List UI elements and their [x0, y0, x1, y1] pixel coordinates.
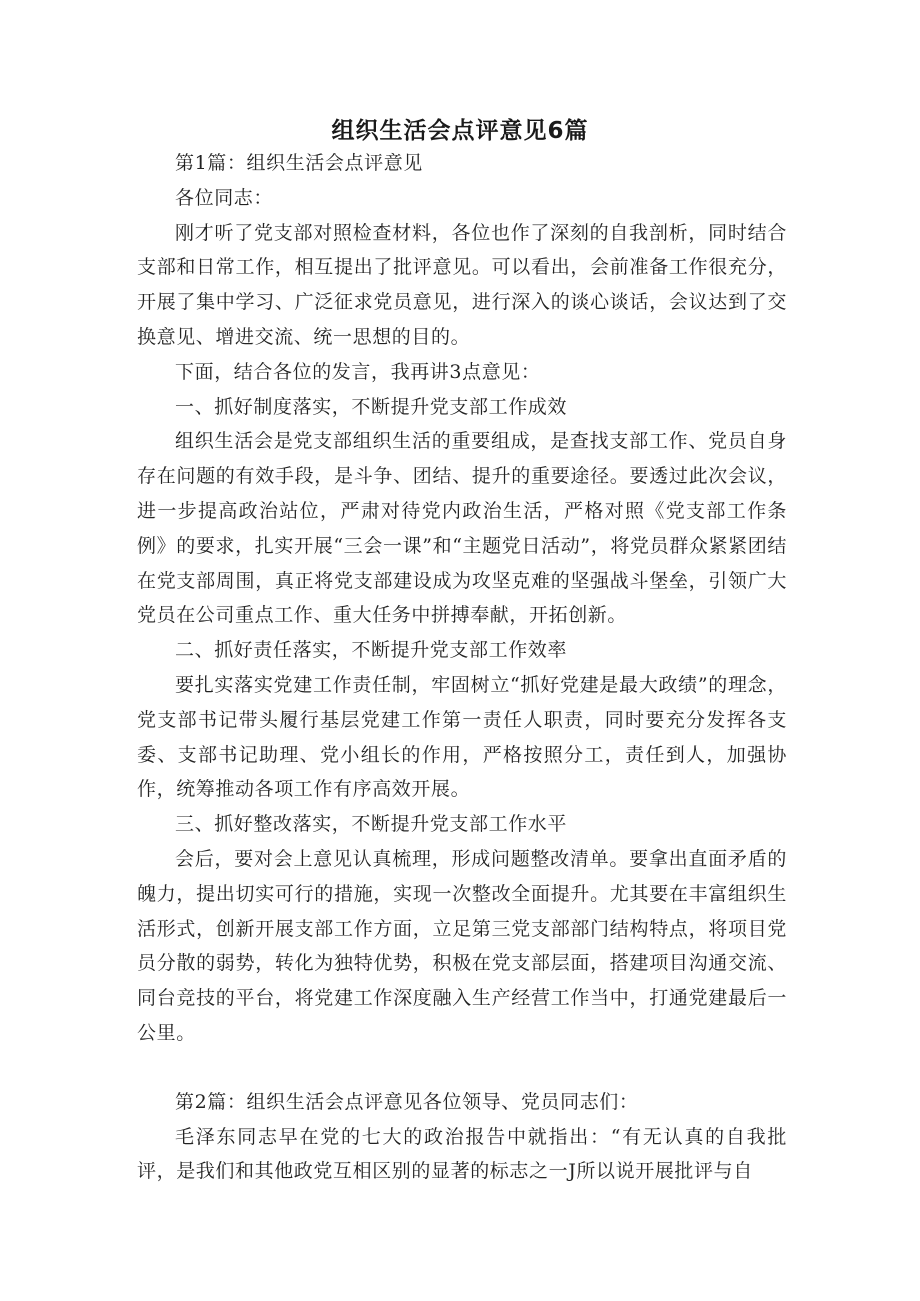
section-divider-space: [137, 1051, 787, 1085]
section-1-greeting: 各位同志：: [175, 186, 274, 209]
section-1-heading: 第1篇：组织生活会点评意见: [175, 152, 423, 174]
section-2-heading: 第2篇：组织生活会点评意见各位领导、党员同志们：: [175, 1090, 639, 1113]
point-1-body: 组织生活会是党支部组织生活的重要组成，是查找支部工作、党员自身存在问题的有效手段，是斗争、团结、提升的重要途径。要透过此次会议，进一步提高政治站位，严肃对待党内政治生活，严格对照《党支部工作条例》的要求，扎实开展“三会一课”和“主题党日活动”，将党员群众紧紧团结在党支部周围，真正将党支部建设成为攻坚克难的坚强战斗堡垒，引领广大党员在公司重点工作、重大任务中拼搏奉献，开拓创新。: [137, 430, 787, 627]
section-1-paragraph-1: 刚才听了党支部对照检查材料，各位也作了深刻的自我剖析，同时结合支部和日常工作，相互提出了批评意见。可以看出，会前准备工作很充分，开展了集中学习、广泛征求党员意见，进行深入的谈心谈话，会议达到了交换意见、增进交流、统一思想的目的。: [137, 221, 787, 348]
point-2-body: 要扎实落实党建工作责任制，牢固树立“抓好党建是最大政绩”的理念，党支部书记带头履行基层党建工作第一责任人职责，同时要充分发挥各支委、支部书记助理、党小组长的作用，严格按照分工，责任到人，加强协作，统筹推动各项工作有序高效开展。: [137, 673, 787, 801]
document-title: 组织生活会点评意见6篇: [331, 118, 589, 144]
document-body: [137, 146, 787, 1189]
point-3-title: 三、抓好整改落实，不断提升党支部工作水平: [175, 813, 568, 836]
point-3-body: 会后，要对会上意见认真梳理，形成问题整改清单。要拿出直面矛盾的魄力，提出切实可行的措施，实现一次整改全面提升。尤其要在丰富组织生活形式，创新开展支部工作方面，立足第三党支部部门结构特点，将项目党员分散的弱势，转化为独特优势，积极在党支部层面，搭建项目沟通交流、同台竞技的平台，将党建工作深度融入生产经营工作当中，打通党建最后一公里。: [137, 847, 787, 1044]
point-2-title: 二、抓好责任落实，不断提升党支部工作效率: [175, 639, 568, 662]
section-2-paragraph-1: 毛泽东同志早在党的七大的政治报告中就指出：“有无认真的自我批评，是我们和其他政党互相区别的显著的标志之一J所以说开展批评与自: [137, 1125, 787, 1183]
section-1-paragraph-2: 下面，结合各位的发言，我再讲3点意见：: [175, 360, 541, 383]
point-1-title: 一、抓好制度落实，不断提升党支部工作成效: [175, 395, 568, 418]
